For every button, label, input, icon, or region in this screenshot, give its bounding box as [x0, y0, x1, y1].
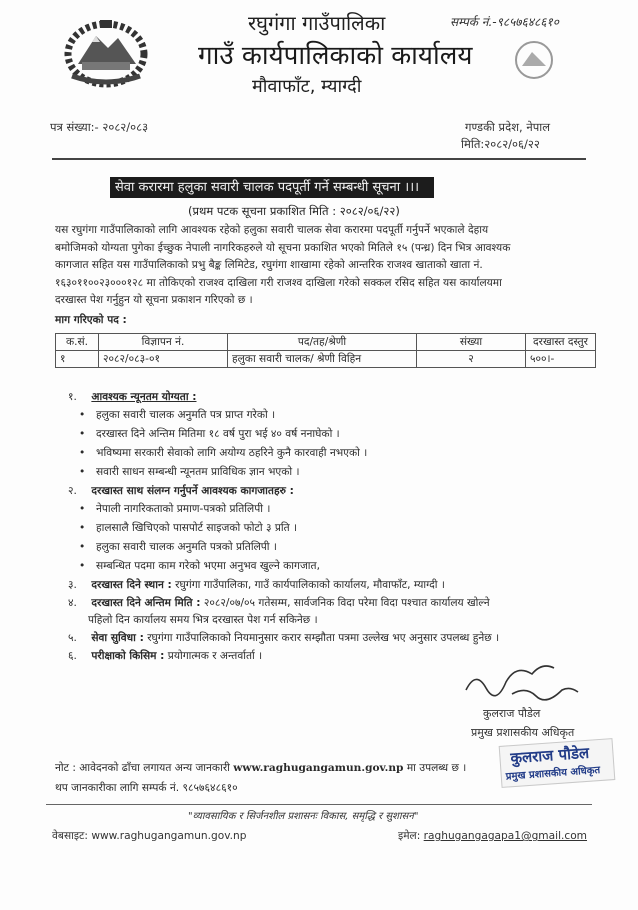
section-qualification: १. आवश्यक न्यूनतम योग्यता : [68, 391, 197, 403]
list-item: • हलुका सवारी चालक अनुमति पत्रको प्रतिलिपी । [68, 538, 608, 557]
paragraph-line: कागजात सहित यस गाउँपालिकाको प्रभु बैङ्क लिमिटेड, रघुगंगा शाखामा रहेको आन्तरिक राजश्व खाताको खाता नं. [55, 259, 483, 271]
list-item: • हलुका सवारी चालक अनुमति पत्र प्राप्त गरेको । [68, 406, 608, 425]
name-stamp [499, 738, 616, 788]
header-divider [52, 158, 586, 160]
section-location: ३. दरखास्त दिने स्थान : रघुगंगा गाउँपालिका, गाउँ कार्यपालिकाको कार्यालय, मौवाफाँट, म्याग्दी । [68, 579, 445, 591]
website-link[interactable]: www.raghugangamun.gov.np [91, 830, 247, 842]
signatory-title: प्रमुख प्रशासकीय अधिकृत [471, 726, 575, 739]
footer-email: इमेल: raghugangagapa1@gmail.com [398, 830, 588, 842]
contact-number: सम्पर्क नं.-९८५७६४८६१० [450, 15, 559, 29]
col-serial: क.सं. [56, 334, 99, 351]
stamp-title: प्रमुख प्रशासकीय अधिकृत [505, 765, 601, 783]
signatory-name: कुलराज पौडेल [483, 707, 541, 720]
section-title: आवश्यक न्यूनतम योग्यता : [91, 391, 197, 403]
nepal-emblem-icon [56, 14, 156, 90]
paragraph-line: यस रघुगंगा गाउँपालिकाको लागि आवश्यक रहेको हलुका सवारी चालक सेवा करारमा पदपूर्ती गर्नुपर्ने भएकाले देहाय [55, 224, 489, 236]
cell-serial: १ [56, 351, 99, 368]
signature-icon [462, 660, 582, 706]
note-website-link[interactable]: www.raghugangamun.gov.np [233, 762, 404, 774]
cell-count: २ [417, 351, 526, 368]
office-address: मौवाफाँट, म्याग्दी [252, 76, 362, 97]
requirements-list [68, 388, 608, 665]
more-info-contact: थप जानकारीका लागि सम्पर्क नं. ९८५७६४८६१० [55, 782, 238, 794]
paragraph-line: दरखास्त पेश गर्नुहुन यो सूचना प्रकाशन गरिएको छ । [55, 294, 253, 306]
reference-number: पत्र संख्या:- २०८२/०८३ [50, 120, 149, 134]
province-name: गण्डकी प्रदेश, नेपाल [465, 120, 551, 134]
section-title: दरखास्त साथ संलग्न गर्नुपर्ने आवश्यक कागजातहरु : [91, 485, 294, 497]
table-row [56, 351, 596, 368]
letter-date: मिति:२०८२/०६/२२ [461, 137, 540, 151]
paragraph-line: १६३०११००२३०००१२८ मा तोकिएको राजश्व दाखिला गरी राजश्व दाखिला गरेको सक्कल रसिद सहित यस कार्यालयमा [55, 276, 502, 289]
slogan: "व्यावसायिक र सिर्जनशील प्रशासनः विकास, समृद्धि र सुशासन" [188, 811, 419, 822]
col-advert-no: विज्ञापन नं. [99, 334, 228, 351]
section-benefits: ५. सेवा सुविधा : रघुगंगा गाउँपालिकाको नियमानुसार करार सम्झौता पत्रमा उल्लेख भए अनुसार उपलब्ध हुनेछ । [68, 632, 500, 644]
section-deadline: ४. दरखास्त दिने अन्तिम मिति : २०८२/०७/०५ गतेसम्म, सार्वजनिक विदा परेमा विदा पश्चात कार्यालय खोल्ने [68, 597, 490, 609]
list-item: • हालसालै खिचिएको पासपोर्ट साइजको फोटो ३ प्रति । [68, 519, 608, 538]
deadline-continuation: पहिलो दिन कार्यालय समय भित्र दरखास्त पेश गर्न सकिनेछ । [88, 614, 318, 626]
footer-divider [46, 804, 592, 805]
col-post: पद/तह/श्रेणी [228, 334, 417, 351]
cell-advert-no: २०८२/०८३-०१ [99, 351, 228, 368]
posts-table [55, 333, 596, 368]
municipality-name: रघुगंगा गाउँपालिका [248, 11, 386, 35]
cell-fee: ५००।- [526, 351, 596, 368]
list-item: • भविष्यमा सरकारी सेवाको लागि अयोग्य ठहरिने कुनै कारवाही नभएको । [68, 444, 608, 463]
list-item: • सवारी साधन सम्बन्धी न्यूनतम प्राविधिक ज्ञान भएको । [68, 463, 608, 482]
email-link[interactable]: raghugangagapa1@gmail.com [423, 830, 588, 842]
list-item: • सम्बन्धित पदमा काम गरेको भएमा अनुभव खुल्ने कागजात, [68, 557, 608, 576]
section-documents: २. दरखास्त साथ संलग्न गर्नुपर्ने आवश्यक कागजातहरु : [68, 485, 294, 497]
table-header-row [56, 334, 596, 351]
footer-note: नोट : आवेदनको ढाँचा लगायत अन्य जानकारी www.raghugangamun.gov.np मा उपलब्ध छ । [55, 762, 467, 774]
col-fee: दरखास्त दस्तुर [526, 334, 596, 351]
office-seal-icon [492, 36, 602, 122]
paragraph-line: बमोजिमको योग्यता पुगेका ईच्छुक नेपाली नागरिकहरुले यो सूचना प्रकाशित भएको मितिले १५ (पन्ध्र) दिन भित्र आवश्यक [55, 241, 511, 254]
stamp-name: कुलराज पौडेल [509, 743, 590, 768]
col-count: संख्या [417, 334, 526, 351]
list-item: • दरखास्त दिने अन्तिम मितिमा १८ वर्ष पुरा भई ४० वर्ष ननाघेको । [68, 425, 608, 444]
list-item: • नेपाली नागरिकताको प्रमाण-पत्रको प्रतिलिपी । [68, 500, 608, 519]
demand-label: माग गरिएको पद : [55, 314, 127, 326]
cell-post: हलुका सवारी चालक/ श्रेणी विहिन [228, 351, 417, 368]
publication-date: (प्रथम पटक सूचना प्रकाशित मिति : २०८२/०६/२२) [188, 204, 400, 218]
footer-website: वेबसाइट: www.raghugangamun.gov.np [52, 830, 247, 842]
notice-paragraph [55, 222, 600, 310]
office-name: गाउँ कार्यपालिकाको कार्यालय [198, 41, 473, 71]
notice-title: सेवा करारमा हलुका सवारी चालक पदपूर्ती गर्ने सम्बन्धी सूचना ।।। [110, 177, 434, 198]
section-exam-type: ६. परीक्षाको किसिम : प्रयोगात्मक र अन्तर्वार्ता । [68, 650, 263, 662]
